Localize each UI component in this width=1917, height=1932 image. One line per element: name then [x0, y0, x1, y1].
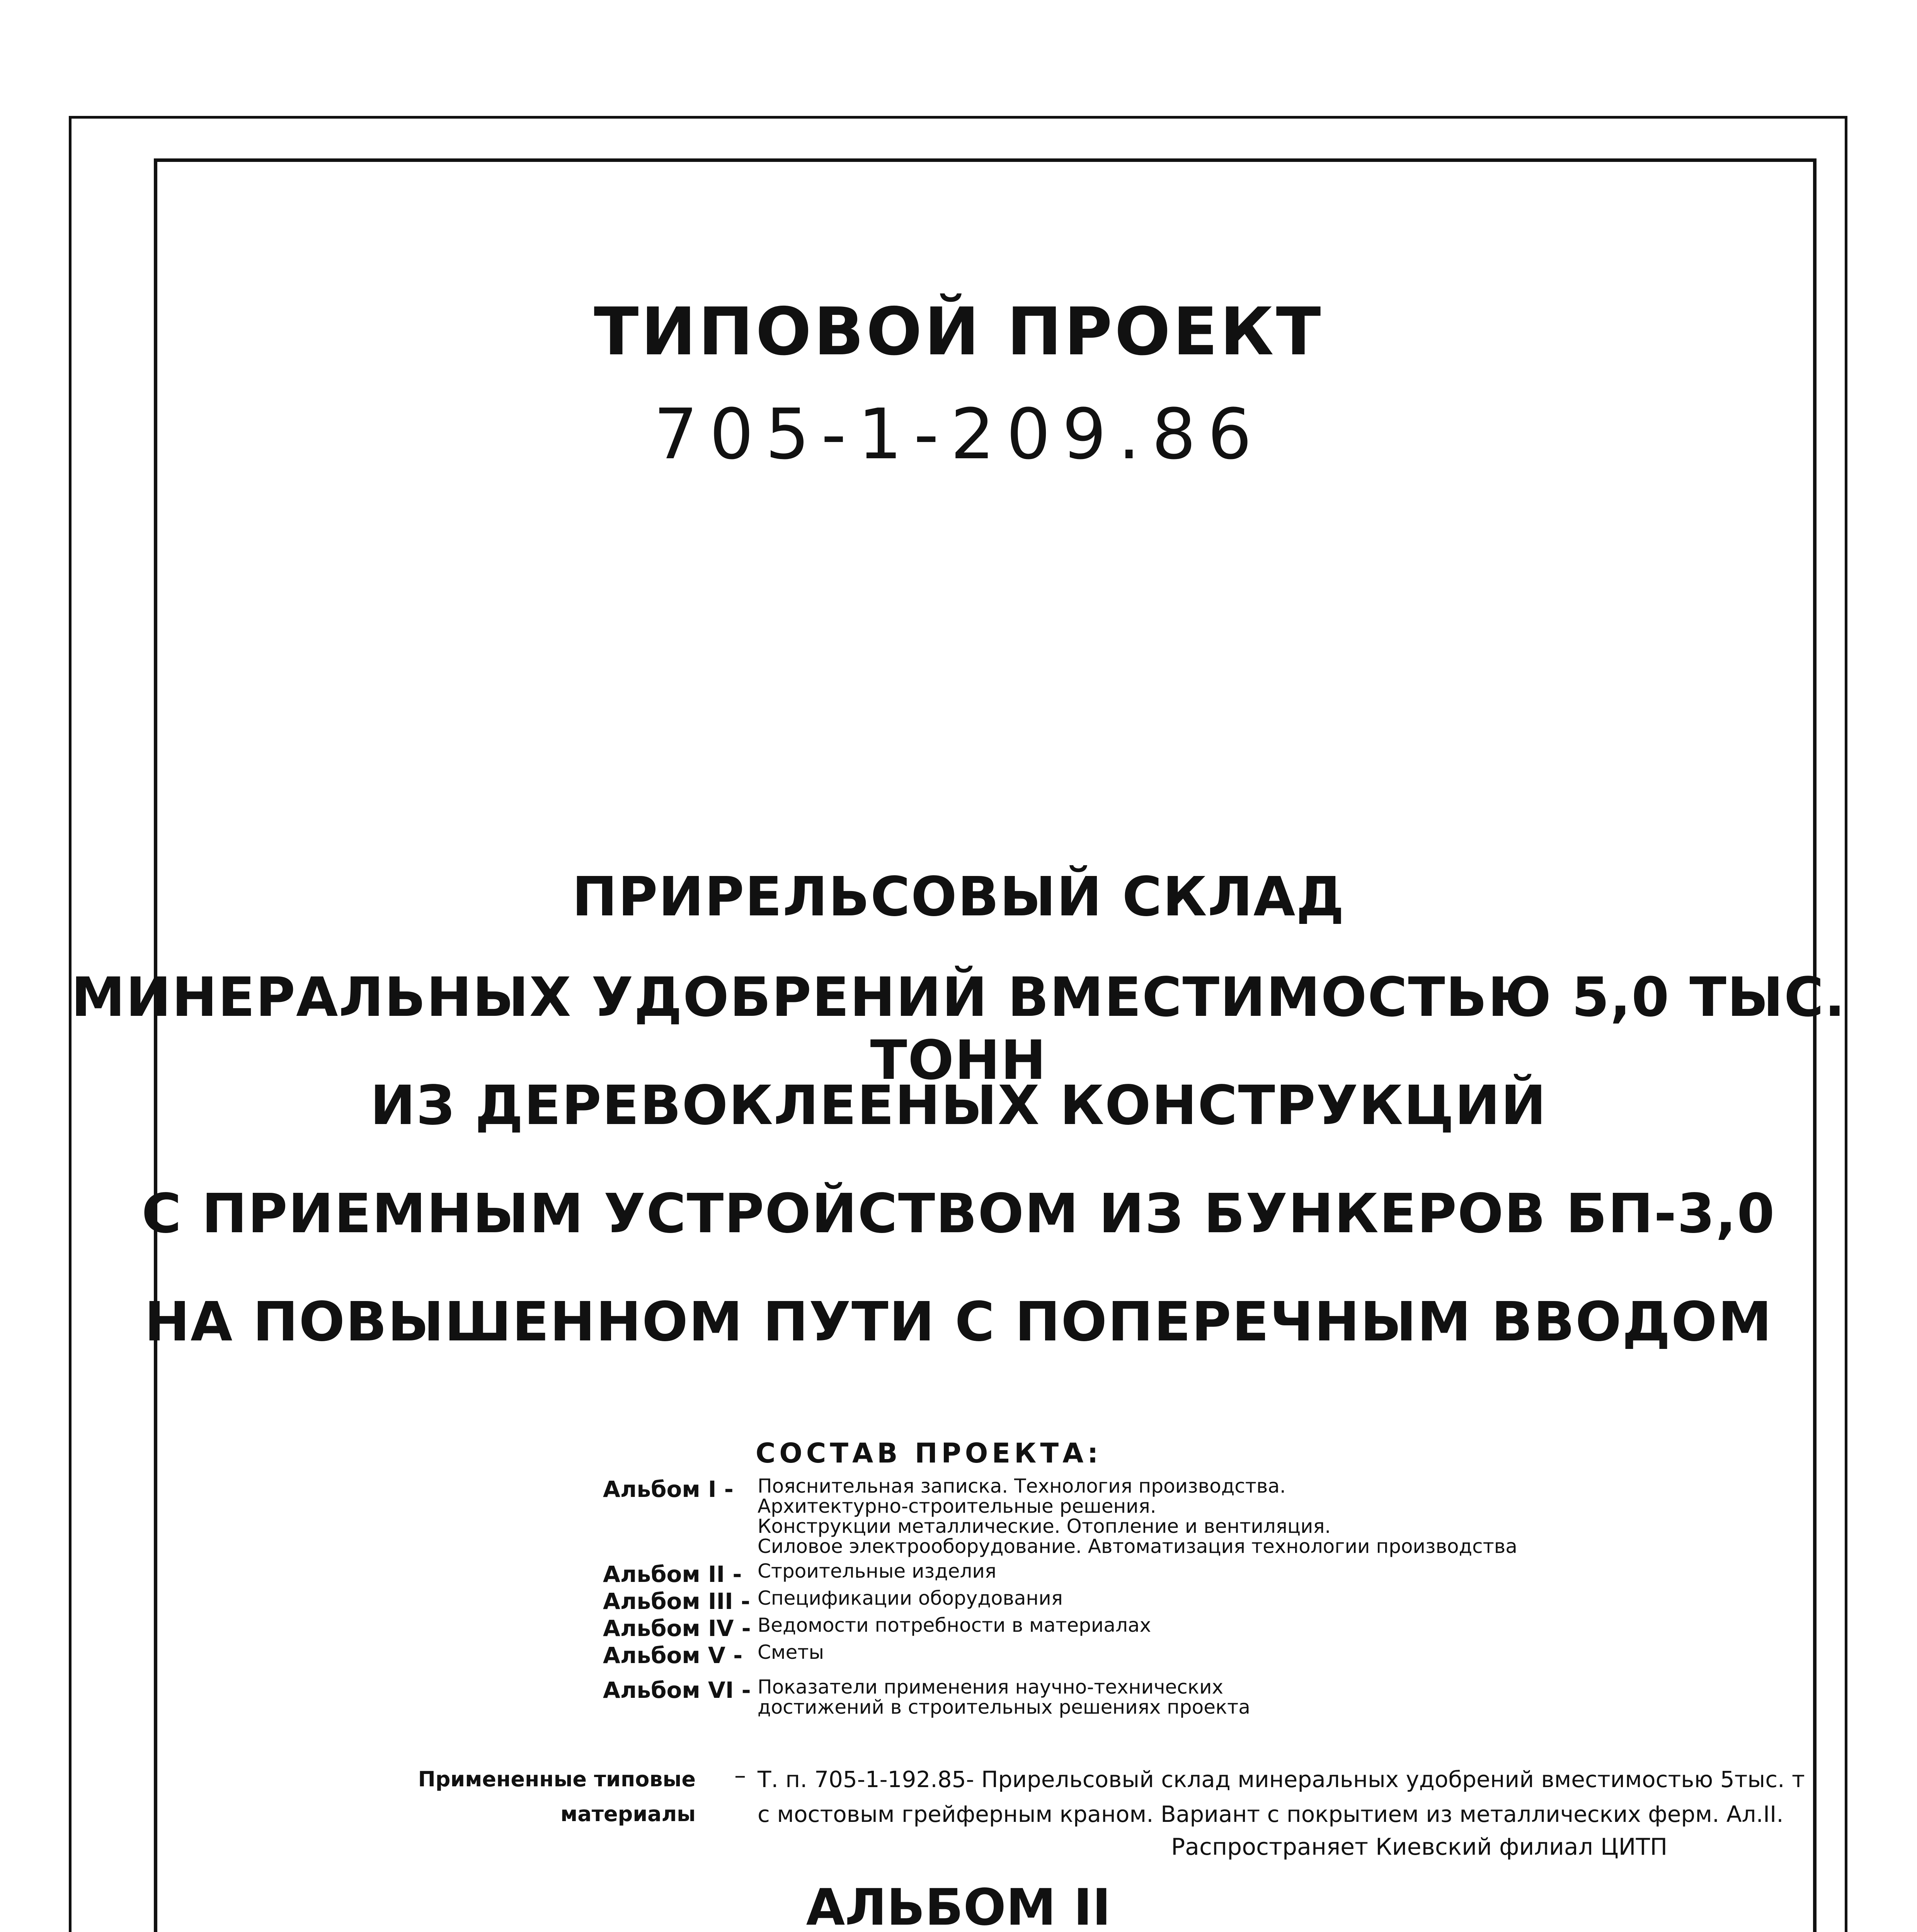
album-1-description: [758, 1476, 1569, 1556]
album-3-description: Спецификации оборудования: [758, 1587, 1063, 1609]
album-1-label: Альбом I -: [603, 1476, 734, 1502]
applied-text-line: с мостовым грейферным краном. Вариант с покрытием из металлических ферм. Ал.II.: [758, 1801, 1784, 1827]
album-2-label: Альбом II -: [603, 1561, 742, 1587]
applied-label-line: Примененные типовые: [418, 1767, 696, 1791]
distributor-note: Распространяет Киевский филиал ЦИТП: [1171, 1833, 1668, 1861]
album-6-label: Альбом VI -: [603, 1677, 751, 1703]
album-5-description: Сметы: [758, 1641, 824, 1663]
album-3-label: Альбом III -: [603, 1588, 750, 1614]
project-name-line-5: НА ПОВЫШЕННОМ ПУТИ С ПОПЕРЕЧНЫМ ВВОДОМ: [144, 1291, 1773, 1354]
composition-heading: СОСТАВ ПРОЕКТА:: [756, 1437, 1102, 1469]
album-1-line: Архитектурно-строительные решения.: [758, 1495, 1156, 1517]
applied-materials-label: [394, 1762, 696, 1832]
album-4-description: Ведомости потребности в материалах: [758, 1614, 1151, 1636]
applied-materials-text: [758, 1762, 1809, 1832]
album-5-label: Альбом V -: [603, 1642, 743, 1668]
project-name-line-3: ИЗ ДЕРЕВОКЛЕЕНЫХ КОНСТРУКЦИЙ: [370, 1074, 1547, 1137]
project-name-line-4: С ПРИЕМНЫМ УСТРОЙСТВОМ ИЗ БУНКЕРОВ БП-3,0: [141, 1182, 1776, 1245]
applied-dash: –: [734, 1762, 746, 1789]
album-4-label: Альбом IV -: [603, 1615, 751, 1641]
project-name-line-1: ПРИРЕЛЬСОВЫЙ СКЛАД: [572, 866, 1345, 929]
applied-label-line: материалы: [560, 1802, 696, 1826]
document-title: ТИПОВОЙ ПРОЕКТ: [594, 294, 1323, 370]
album-2-description: Строительные изделия: [758, 1560, 996, 1582]
album-6-description: [758, 1677, 1569, 1717]
project-name-line-2: МИНЕРАЛЬНЫХ УДОБРЕНИЙ ВМЕСТИМОСТЬЮ 5,0 ТЫС. ТОНН: [71, 966, 1846, 1092]
project-number: 705-1-209.86: [654, 394, 1263, 475]
album-1-line: Конструкции металлические. Отопление и вентиляция.: [758, 1515, 1331, 1537]
album-6-line: Показатели применения научно-технических: [758, 1676, 1224, 1698]
applied-text-line: Т. п. 705-1-192.85- Прирельсовый склад минеральных удобрений вместимостью 5тыс. т: [758, 1766, 1805, 1793]
album-6-line: достижений в строительных решениях проекта: [758, 1696, 1250, 1718]
album-title: АЛЬБОМ II: [806, 1878, 1111, 1932]
album-1-line: Силовое электрооборудование. Автоматизация технологии производства: [758, 1535, 1517, 1558]
album-1-line: Пояснительная записка. Технология производства.: [758, 1475, 1286, 1497]
